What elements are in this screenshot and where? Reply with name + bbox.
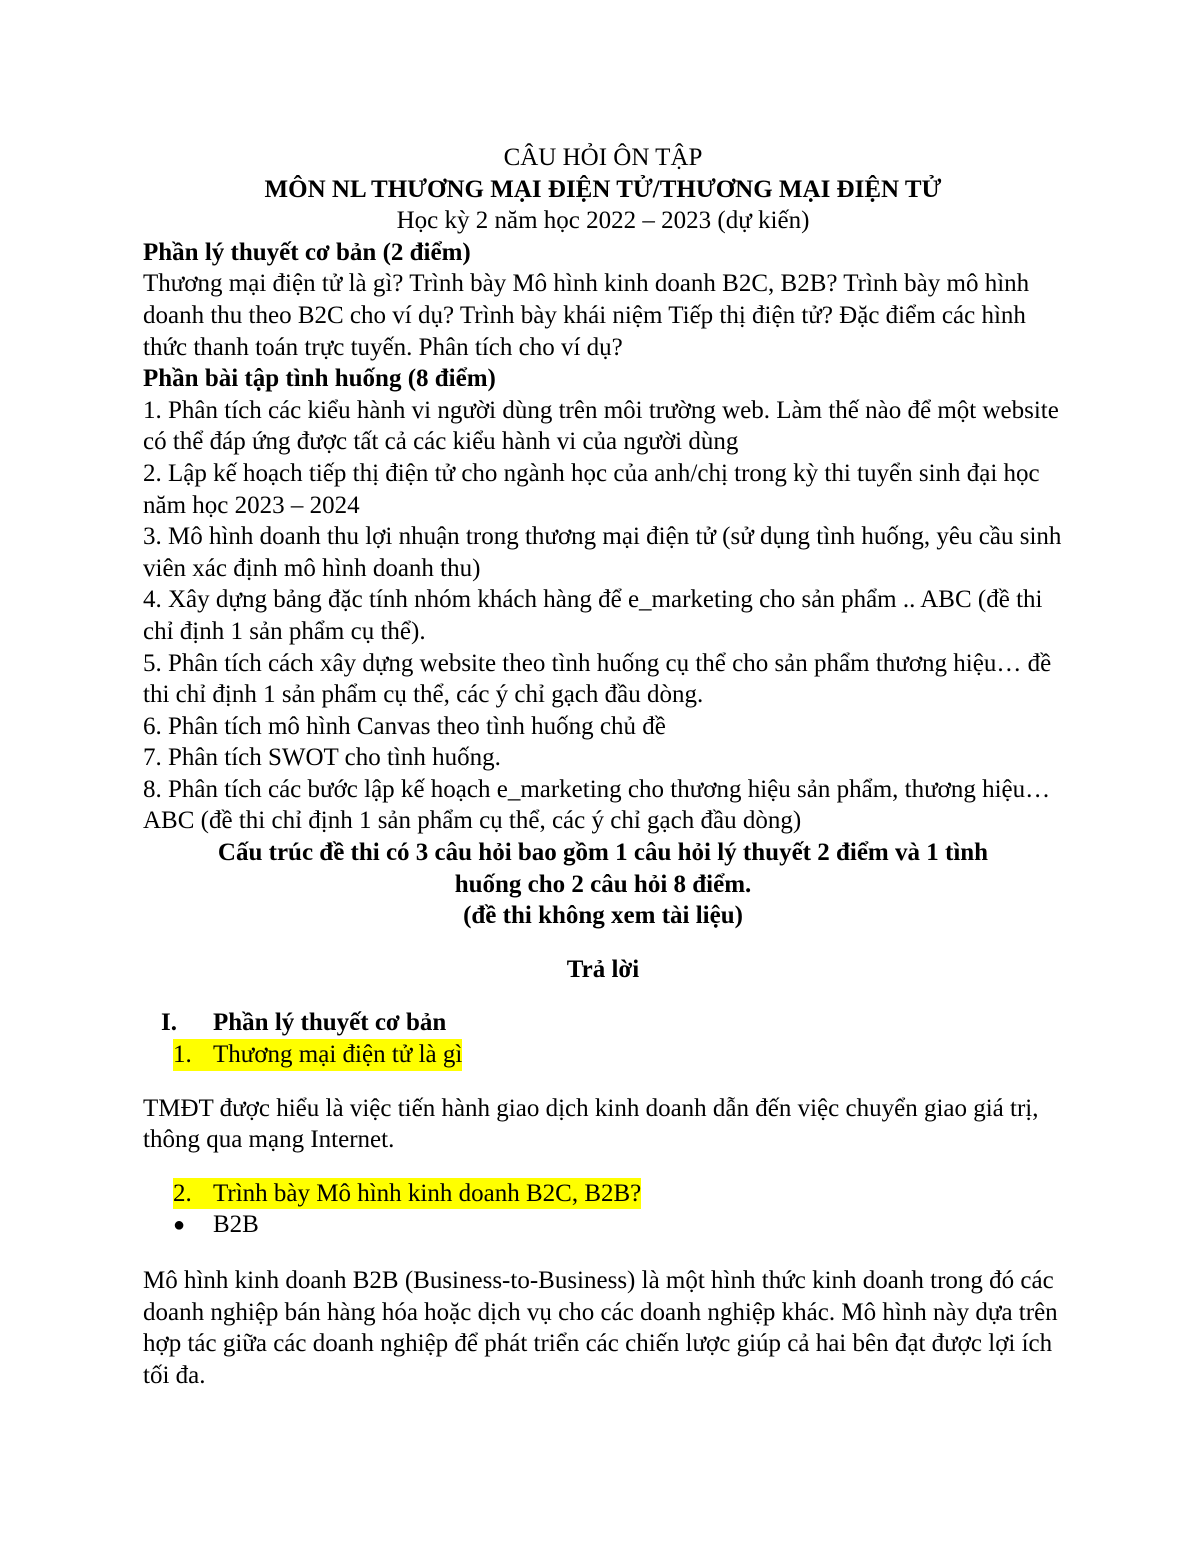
section-1-heading: [161, 1007, 1063, 1039]
question-2-answer: Mô hình kinh doanh B2B (Business-to-Business) là một hình thức kinh doanh trong đó các doanh nghiệp bán hàng hóa hoặc dịch vụ cho các doanh nghiệp khác. Mô hình này dựa trên hợp tác giữa các doanh nghiệp để phát triển các chiến lược giúp cả hai bên đạt được lợi ích tối đa.: [143, 1267, 1058, 1389]
case-item-4: 4. Xây dựng bảng đặc tính nhóm khách hàng để e_marketing cho sản phẩm .. ABC (đề thi chỉ định 1 sản phẩm cụ thể).: [143, 586, 1043, 645]
doc-title: CÂU HỎI ÔN TẬP: [503, 144, 703, 171]
spacer: [143, 985, 1063, 1007]
question-title: Trình bày Mô hình kinh doanh B2C, B2B?: [213, 1178, 641, 1210]
exam-note: (đề thi không xem tài liệu): [463, 902, 743, 930]
case-item-1: 1. Phân tích các kiểu hành vi người dùng trên môi trường web. Làm thế nào để một website có thể đáp ứng được tất cả các kiểu hành vi của người dùng: [143, 396, 1059, 456]
course-title: MÔN NL THƯƠNG MẠI ĐIỆN TỬ/THƯƠNG MẠI ĐIỆN TỬ: [264, 175, 942, 203]
bullet-icon: ●: [173, 1214, 186, 1237]
document-body: [143, 142, 1063, 1391]
section-number: I.: [161, 1009, 177, 1037]
exam-structure-line-2: huống cho 2 câu hỏi 8 điểm.: [454, 870, 752, 898]
case-item-6: 6. Phân tích mô hình Canvas theo tình huống chủ đề: [143, 712, 666, 740]
theory-heading: Phần lý thuyết cơ bản (2 điểm): [143, 238, 471, 266]
case-item-7: 7. Phân tích SWOT cho tình huống.: [143, 744, 501, 772]
question-1-answer: TMĐT được hiểu là việc tiến hành giao dịch kinh doanh dẫn đến việc chuyển giao giá trị, thông qua mạng Internet.: [143, 1094, 1039, 1154]
spacer: [143, 1071, 1063, 1093]
exam-structure-line-1: Cấu trúc đề thi có 3 câu hỏi bao gồm 1 câu hỏi lý thuyết 2 điểm và 1 tình: [217, 839, 989, 867]
spacer: [143, 1156, 1063, 1178]
question-1-heading: [173, 1039, 1063, 1071]
spacer: [143, 932, 1063, 954]
bullet-item: [173, 1209, 1063, 1243]
case-item-8: 8. Phân tích các bước lập kế hoạch e_marketing cho thương hiệu sản phẩm, thương hiệu… ABC (đề thi chỉ định 1 sản phẩm cụ thể, các ý chỉ gạch đầu dòng): [143, 775, 1051, 835]
answer-title: Trả lời: [566, 955, 640, 983]
section-title: Phần lý thuyết cơ bản: [213, 1009, 447, 1037]
question-title: Thương mại điện tử là gì: [213, 1039, 462, 1071]
theory-text: Thương mại điện tử là gì? Trình bày Mô hình kinh doanh B2C, B2B? Trình bày mô hình doanh thu theo B2C cho ví dụ? Trình bày khái niệm Tiếp thị điện tử? Đặc điểm các hình thức thanh toán trực tuyến. Phân tích cho ví dụ?: [143, 270, 1030, 361]
cases-heading: Phần bài tập tình huống (8 điểm): [143, 365, 496, 393]
bullet-text: B2B: [213, 1211, 259, 1239]
case-item-3: 3. Mô hình doanh thu lợi nhuận trong thương mại điện tử (sử dụng tình huống, yêu cầu sinh viên xác định mô hình doanh thu): [143, 523, 1062, 582]
case-item-5: 5. Phân tích cách xây dựng website theo tình huống cụ thể cho sản phẩm thương hiệu… đề thi chỉ định 1 sản phẩm cụ thể, các ý chỉ gạch đầu dòng.: [143, 649, 1052, 709]
question-2-heading: [173, 1178, 1063, 1210]
question-number: 2.: [173, 1178, 213, 1210]
question-number: 1.: [173, 1039, 213, 1071]
semester-line: Học kỳ 2 năm học 2022 – 2023 (dự kiến): [396, 207, 810, 235]
spacer: [143, 1243, 1063, 1265]
case-item-2: 2. Lập kế hoạch tiếp thị điện tử cho ngành học của anh/chị trong kỳ thi tuyển sinh đại học năm học 2023 – 2024: [143, 459, 1040, 519]
